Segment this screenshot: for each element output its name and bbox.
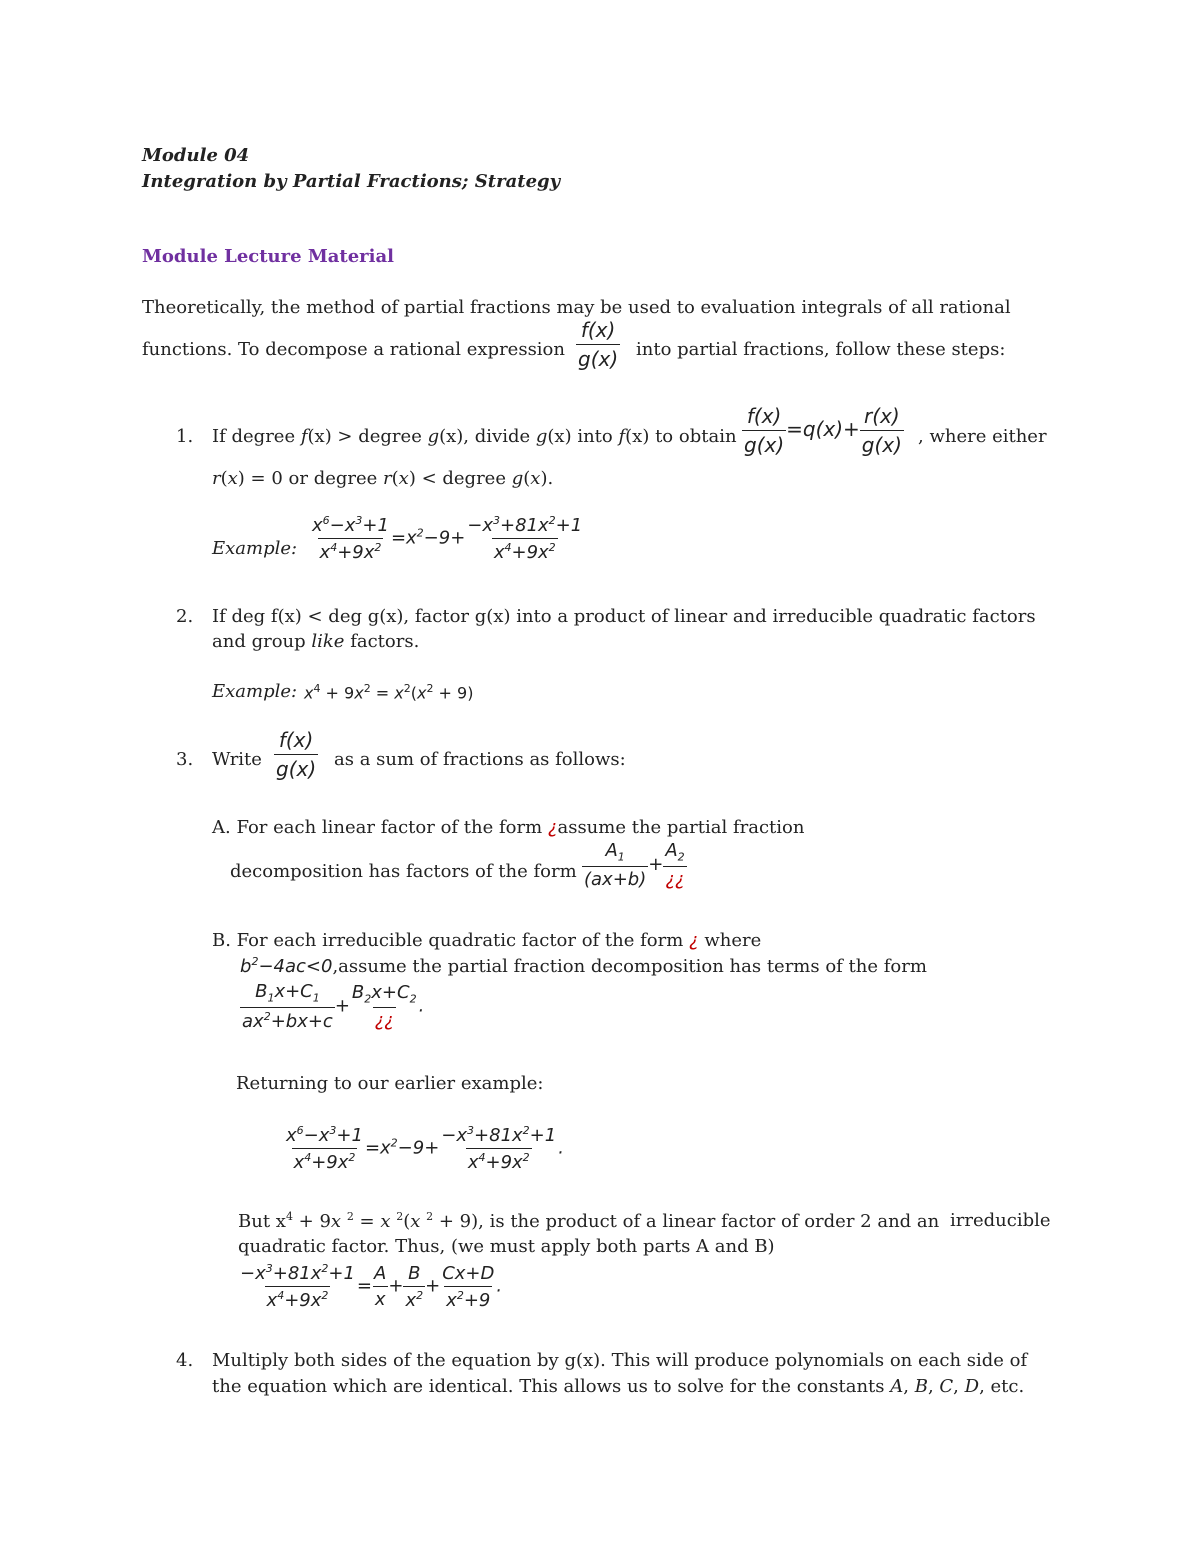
section-heading: Module Lecture Material bbox=[142, 246, 395, 267]
but-line-2: quadratic factor. Thus, (we must apply both parts A and B) bbox=[238, 1236, 775, 1257]
step-1-line-2: r(x) = 0 or degree r(x) < degree g(x). bbox=[212, 468, 554, 489]
step-2-line-1: If deg f(x) < deg g(x), factor g(x) into a product of linear and irreducible quadratic factors bbox=[212, 606, 1036, 627]
step-1-where-either: , where either bbox=[918, 426, 1047, 447]
step-2-number: 2. bbox=[176, 606, 194, 627]
step-3-number: 3. bbox=[176, 749, 194, 770]
step-4-number: 4. bbox=[176, 1350, 194, 1371]
step-4-line-1: Multiply both sides of the equation by g(x). This will produce polynomials on each side of bbox=[212, 1350, 1028, 1371]
but-irreducible: irreducible bbox=[950, 1210, 1051, 1231]
but-line-1: But $x^4 + 9x$ $^2$ = x $^2$(x $^2$ + 9), is the product of a linear factor of order 2 and an bbox=[238, 1210, 940, 1232]
intro-line-1: Theoretically, the method of partial fractions may be used to evaluation integrals of all rational bbox=[142, 297, 1011, 318]
step-3a-line-2: decomposition has factors of the form bbox=[230, 861, 577, 882]
step-4-line-2: the equation which are identical. This allows us to solve for the constants A, B, C, D, etc. bbox=[212, 1376, 1025, 1397]
returning-equation: $\frac{x^6-x^3+1}{x^4+9x^2}$ $=x^2-9+$ $\frac{-x^3+81x^2+1}{x^4+9x^2}$ . bbox=[286, 1124, 564, 1173]
decomposition-equation: $\frac{-x^3+81x^2+1}{x^4+9x^2}$ = $\frac{A}{x}$ + $\frac{B}{x^2}$ + $\frac{Cx+D}{x^2+9}$ . bbox=[240, 1262, 503, 1311]
step-3-fraction: $\frac{f(x)}{g(x)}$ bbox=[276, 728, 317, 781]
step-1-number: 1. bbox=[176, 426, 194, 447]
intro-line-2-post: into partial fractions, follow these steps: bbox=[636, 339, 1006, 360]
returning-text: Returning to our earlier example: bbox=[236, 1073, 544, 1094]
step-1-line-1: If degree f(x) > degree g(x), divide g(x) into f(x) to obtain bbox=[212, 426, 737, 447]
step-3-rest: as a sum of fractions as follows: bbox=[334, 749, 626, 770]
intro-fraction: $\frac{f(x)}{g(x)}$ bbox=[578, 318, 619, 371]
step-3-write: Write bbox=[212, 749, 262, 770]
step-3b-formula: $\frac{B_1x+C_1}{ax^2+bx+c}$ + $\frac{B_2x+C_2}{¿¿}$ . bbox=[242, 981, 425, 1032]
step-1-example-label: Example: bbox=[212, 538, 298, 559]
step-3a-line-1: A. For each linear factor of the form ¿assume the partial fraction bbox=[212, 817, 805, 838]
step-3b-line-1: B. For each irreducible quadratic factor of the form ¿ where bbox=[212, 930, 762, 951]
step-1-formula: $\frac{f(x)}{g(x)}$ =q(x)+ $\frac{r(x)}{g(x)}$ bbox=[744, 404, 902, 457]
step-1-example-equation: $\frac{x^6-x^3+1}{x^4+9x^2}$ $=x^2-9+$ $\frac{-x^3+81x^2+1}{x^4+9x^2}$ bbox=[312, 514, 583, 563]
module-title: Integration by Partial Fractions; Strategy bbox=[142, 171, 561, 192]
step-2-example-equation: $x^4 + 9x^2 = x^2(x^2 + 9)$ bbox=[304, 682, 474, 703]
step-3a-formula: $\frac{A_1}{(ax+b)}$ + $\frac{A_2}{¿¿}$ bbox=[584, 840, 685, 890]
step-2-example-label: Example: bbox=[212, 681, 298, 702]
step-3b-line-2: $b^2-4ac<0,assume$ the partial fraction decomposition has terms of the form bbox=[240, 955, 927, 977]
step-2-line-2: and group like factors. bbox=[212, 631, 420, 652]
module-number: Module 04 bbox=[142, 145, 250, 166]
intro-line-2-pre: functions. To decompose a rational expression bbox=[142, 339, 565, 360]
